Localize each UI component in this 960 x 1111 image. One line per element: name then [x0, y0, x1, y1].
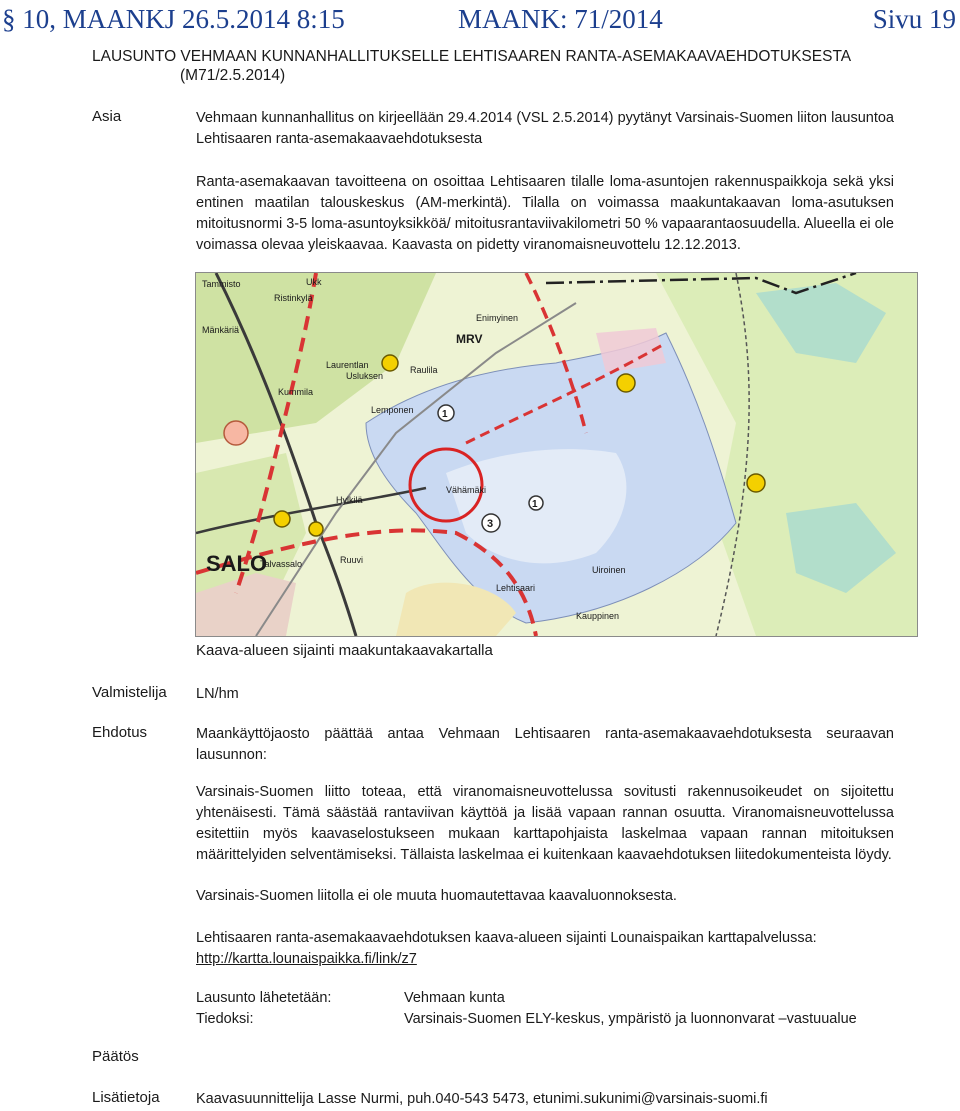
map-place-raulila: Raulila	[410, 365, 438, 375]
map-place-enimyinen: Enimyinen	[476, 313, 519, 323]
map-place-lehtisaari: Lehtisaari	[496, 583, 536, 593]
map-graphic	[196, 273, 917, 636]
map-place-ruuvi: Ruuvi	[340, 555, 364, 565]
map-place-kummila: Kummila	[278, 387, 314, 397]
document-title	[92, 47, 912, 85]
sent-value: Vehmaan kunta	[404, 990, 505, 1006]
ehdotus-note	[196, 886, 894, 907]
map-place-ristinkyla: Ristinkylä	[274, 293, 313, 303]
page-header	[0, 0, 960, 44]
ehdotus-paragraph-3: Varsinais-Suomen liitolla ei ole muuta huomautettavaa kaavaluonnoksesta.	[196, 888, 677, 904]
map-place-mankaria: Mänkäriä	[202, 325, 240, 335]
map-place-vahamaki: Vähämäki	[446, 485, 487, 495]
map-marker-1a: 1	[442, 409, 448, 420]
meeting-reference: § 10, MAANKJ 26.5.2014 8:15	[2, 4, 345, 34]
paatos-label: Päätös	[92, 1048, 139, 1065]
regional-plan-map	[195, 272, 918, 637]
case-number: MAANK: 71/2014	[458, 4, 663, 34]
asia-intro	[196, 108, 894, 150]
map-service-link[interactable]: http://kartta.lounaispaikka.fi/link/z7	[196, 951, 417, 967]
map-place-kauppinen: Kauppinen	[576, 611, 620, 621]
asia-paragraph-2: Ranta-asemakaavan tavoitteena on osoittaa Lehtisaaren tilalle loma-asuntojen rakennuspaikkoja sekä yksi entinen maatilan talouskeskus (AM-merkintä). Tilalla on voimassa maakuntakaavan loma-asutuksen mitoitusnormi 3-5 loma-asuntoyksikköä/ mitoitusrantaviivakilometri 50 % vapaarantaosuudella. Alueella ei ole voimassa olevaa yleiskaavaa. Kaavasta on pidetty viranomaisneuvottelu 12.12.2013.	[196, 174, 894, 253]
map-place-lemponen: Lemponen	[371, 405, 414, 415]
ehdotus-paragraph-1: Maankäyttöjaosto päättää antaa Vehmaan Lehtisaaren ranta-asemakaavaehdotuksesta seuraavan lausunnon:	[196, 726, 894, 763]
map-place-talvassalo: Talvassalo	[260, 559, 303, 569]
map-place-laurentlan: Laurentlan	[326, 360, 369, 370]
ehdotus-label: Ehdotus	[92, 724, 148, 741]
ehdotus-intro	[196, 724, 894, 766]
map-place-hylkila: Hylkilä	[336, 495, 363, 505]
lisatietoja-value: Kaavasuunnittelija Lasse Nurmi, puh.040-543 5473, etunimi.sukunimi@varsinais-suomi.fi	[196, 1091, 768, 1107]
ehdotus-statement	[196, 782, 894, 866]
info-value: Varsinais-Suomen ELY-keskus, ympäristö ja luonnonvarat –vastuualue	[404, 1011, 857, 1027]
ehdotus-paragraph-2: Varsinais-Suomen liitto toteaa, että viranomaisneuvottelussa sovitusti rakennusoikeudet on sijoitettu yhtenäisesti. Tämä säästää rantaviivan käyttöä ja lisää vapaan rannan osuutta. Viranomaisneuvottelussa esitettiin myös kaavaselostukseen mukaan karttapohjaista laskelmaa vapaan rannan mitoituksen määrittelyiden selventämiseksi. Tällaista laskelmaa ei kuitenkaan kaavaehdotuksen liitedokumenteista löydy.	[196, 784, 894, 863]
info-label: Tiedoksi:	[196, 1011, 254, 1027]
map-caption: Kaava-alueen sijainti maakuntakaavakartalla	[196, 642, 493, 659]
ehdotus-map-service	[196, 928, 894, 970]
valmistelija-label: Valmistelija	[92, 684, 167, 701]
map-place-usluksen: Usluksen	[346, 371, 384, 381]
asia-paragraph-1: Vehmaan kunnanhallitus on kirjeellään 29.4.2014 (VSL 2.5.2014) pyytänyt Varsinais-Suomen liiton lausuntoa Lehtisaaren ranta-asemakaavaehdotuksesta	[196, 110, 894, 147]
map-marker-1b: 1	[532, 499, 538, 510]
map-place-tammisto: Tammisto	[202, 279, 241, 289]
map-place-ukk: Ukk	[306, 277, 322, 287]
title-line-1: LAUSUNTO VEHMAAN KUNNANHALLITUKSELLE LEHTISAAREN RANTA-ASEMAKAAVAEHDOTUKSESTA	[92, 48, 852, 65]
map-place-uiroinen: Uiroinen	[592, 565, 626, 575]
valmistelija-value: LN/hm	[196, 686, 239, 702]
page-number: Sivu 19	[872, 4, 956, 34]
map-marker-3: 3	[487, 518, 494, 530]
map-mrv-label: MRV	[456, 332, 483, 346]
asia-label: Asia	[92, 108, 122, 125]
lisatietoja-label: Lisätietoja	[92, 1089, 160, 1106]
title-line-2: (M71/2.5.2014)	[180, 67, 286, 84]
ehdotus-paragraph-4: Lehtisaaren ranta-asemakaavaehdotuksen kaava-alueen sijainti Lounaispaikan karttapalvelussa:	[196, 930, 817, 946]
asia-description	[196, 172, 894, 256]
map-city-label: SALO	[206, 551, 268, 576]
sent-label: Lausunto lähetetään:	[196, 990, 332, 1006]
